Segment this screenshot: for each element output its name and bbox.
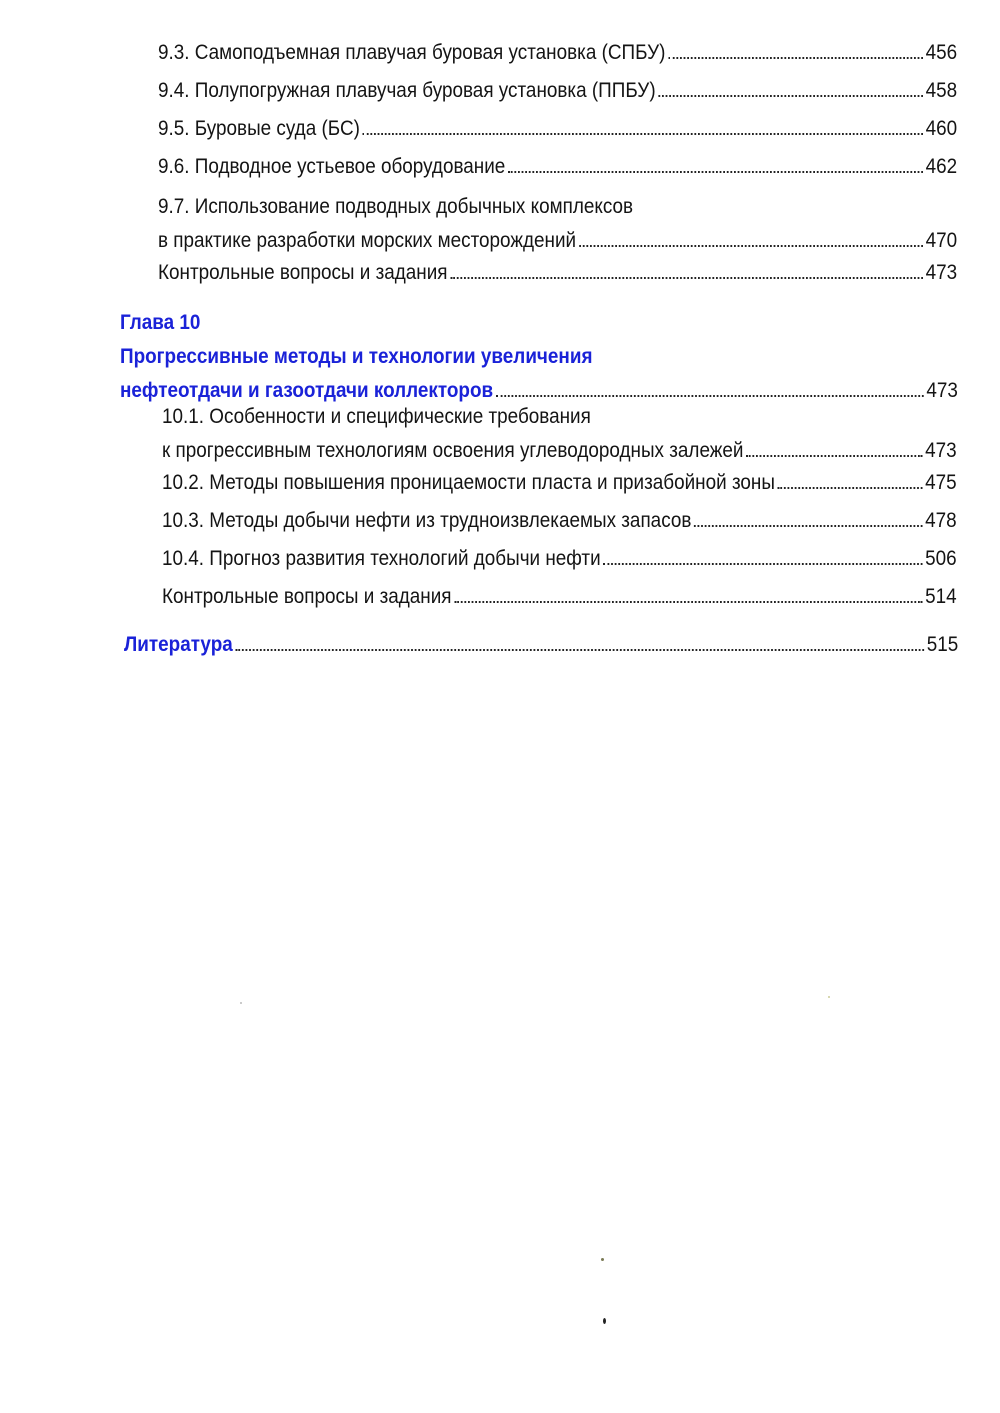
toc-entry-title-line1: 10.1. Особенности и специфические требования xyxy=(162,405,591,428)
toc-entry-10-4[interactable] xyxy=(162,542,957,576)
toc-page-number: 473 xyxy=(926,379,958,402)
toc-entry-title: Контрольные вопросы и задания xyxy=(162,585,452,608)
toc-entry-9-5[interactable] xyxy=(158,112,957,146)
dot-leader xyxy=(496,395,924,397)
dot-leader xyxy=(746,455,922,457)
scan-speck xyxy=(601,1258,604,1261)
toc-entry-title: 10.4. Прогноз развития технологий добычи нефти xyxy=(162,547,601,570)
toc-entry-title: Контрольные вопросы и задания xyxy=(158,261,448,284)
toc-entry-title: 9.3. Самоподъемная плавучая буровая установка (СПБУ) xyxy=(158,41,666,64)
dot-leader xyxy=(658,95,923,97)
dot-leader xyxy=(694,525,922,527)
dot-leader xyxy=(778,487,923,489)
toc-entry-title: 10.3. Методы добычи нефти из трудноизвлекаемых запасов xyxy=(162,509,692,532)
scan-speck xyxy=(828,996,830,998)
toc-entry-title: 10.2. Методы повышения проницаемости пласта и призабойной зоны xyxy=(162,471,775,494)
scan-speck xyxy=(240,1002,242,1004)
toc-entry-title: 9.4. Полупогружная плавучая буровая установка (ППБУ) xyxy=(158,79,656,102)
toc-page-number: 515 xyxy=(926,633,959,656)
toc-literature[interactable] xyxy=(124,628,958,662)
toc-page-number: 506 xyxy=(925,547,957,570)
toc-page-number: 475 xyxy=(925,471,957,494)
toc-entry-title: 9.5. Буровые суда (БС) xyxy=(158,117,360,140)
toc-entry-9-7[interactable] xyxy=(158,190,957,258)
toc-page-number: 478 xyxy=(925,509,957,532)
scan-speck xyxy=(603,1318,606,1324)
dot-leader xyxy=(454,601,922,603)
toc-entry-9-3[interactable] xyxy=(158,36,957,70)
dot-leader xyxy=(235,649,924,651)
toc-page-number: 473 xyxy=(925,439,957,462)
toc-entry-title-line2: в практике разработки морских месторождений xyxy=(158,229,577,252)
toc-page-number: 462 xyxy=(925,155,958,178)
dot-leader xyxy=(508,171,923,173)
toc-entry-9-6[interactable] xyxy=(158,150,957,184)
toc-entry-10-3[interactable] xyxy=(162,504,957,538)
chapter-label: Глава 10 xyxy=(120,311,201,334)
toc-page-number: 473 xyxy=(925,261,958,284)
dot-leader xyxy=(450,277,923,279)
toc-page-number: 456 xyxy=(925,41,958,64)
toc-page-number: 470 xyxy=(925,229,958,252)
toc-page-number: 460 xyxy=(925,117,958,140)
toc-entry-10-1[interactable] xyxy=(162,400,957,468)
toc-page-number: 514 xyxy=(925,585,957,608)
dot-leader xyxy=(603,563,922,565)
dot-leader xyxy=(668,57,923,59)
chapter-title-line1: Прогрессивные методы и технологии увеличения xyxy=(120,345,593,368)
toc-entry-title-line1: 9.7. Использование подводных добычных комплексов xyxy=(158,195,634,218)
toc-entry-title: 9.6. Подводное устьевое оборудование xyxy=(158,155,506,178)
dot-leader xyxy=(363,133,923,135)
toc-entry-title-line2: к прогрессивным технологиям освоения углеводородных залежей xyxy=(162,439,744,462)
toc-entry-10-2[interactable] xyxy=(162,466,957,500)
toc-entry-review-questions-9[interactable] xyxy=(158,256,957,290)
chapter-title-line2: нефтеотдачи и газоотдачи коллекторов xyxy=(120,379,494,402)
toc-page-number: 458 xyxy=(925,79,958,102)
literature-label: Литература xyxy=(124,633,233,656)
toc-chapter-10[interactable] xyxy=(120,306,958,408)
toc-entry-review-questions-10[interactable] xyxy=(162,580,957,614)
dot-leader xyxy=(579,245,923,247)
toc-entry-9-4[interactable] xyxy=(158,74,957,108)
